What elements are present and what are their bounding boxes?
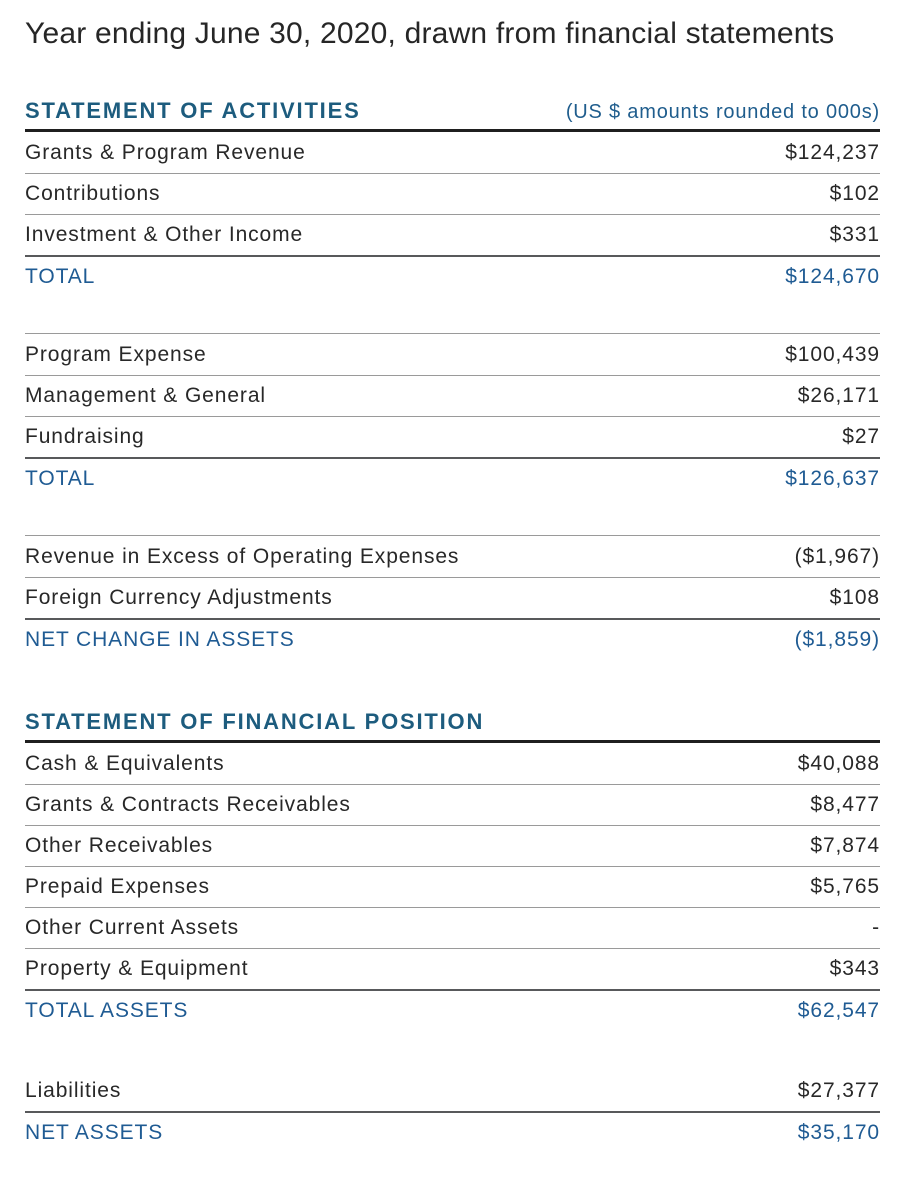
row-label: Cash & Equivalents <box>25 751 225 775</box>
row-value: $108 <box>829 586 880 609</box>
assets-block <box>25 743 880 1030</box>
row-value: $331 <box>829 223 880 246</box>
row-value: $7,874 <box>810 834 880 857</box>
row-value: $27,377 <box>797 1078 880 1102</box>
table-row <box>25 132 880 173</box>
page-title: Year ending June 30, 2020, drawn from financial statements <box>25 17 835 50</box>
section-header <box>25 709 880 743</box>
row-value: $100,439 <box>785 342 880 366</box>
row-value: $5,765 <box>810 875 880 898</box>
row-label: Contributions <box>25 182 161 205</box>
section-header <box>25 98 880 132</box>
revenue-block <box>25 132 880 296</box>
section-statement-of-activities <box>25 98 880 659</box>
net-change-block <box>25 535 880 659</box>
table-row <box>25 536 880 577</box>
table-row <box>25 825 880 866</box>
table-row <box>25 743 880 784</box>
expense-block <box>25 333 880 498</box>
table-row <box>25 907 880 948</box>
section-title: STATEMENT OF FINANCIAL POSITION <box>25 709 485 734</box>
row-label: Revenue in Excess of Operating Expenses <box>25 544 460 568</box>
section-statement-of-financial-position <box>25 709 880 1152</box>
row-value: $27 <box>842 425 880 448</box>
table-row <box>25 375 880 416</box>
total-label: TOTAL ASSETS <box>25 998 189 1022</box>
section-title: STATEMENT OF ACTIVITIES <box>25 98 361 123</box>
row-value: $8,477 <box>810 793 880 816</box>
total-value: ($1,859) <box>794 627 880 651</box>
table-row <box>25 1070 880 1111</box>
table-row <box>25 577 880 618</box>
row-label: Investment & Other Income <box>25 223 304 246</box>
section-subtitle: (US $ amounts rounded to 000s) <box>565 101 880 123</box>
liabilities-block <box>25 1070 880 1152</box>
row-label: Other Receivables <box>25 834 214 857</box>
total-label: TOTAL <box>25 264 96 288</box>
total-row <box>25 618 880 659</box>
row-label: Grants & Program Revenue <box>25 140 306 164</box>
table-row <box>25 416 880 457</box>
row-value: $40,088 <box>797 751 880 775</box>
row-label: Foreign Currency Adjustments <box>25 586 333 609</box>
row-label: Fundraising <box>25 425 145 448</box>
total-value: $124,670 <box>785 264 880 288</box>
table-row <box>25 948 880 989</box>
total-value: $126,637 <box>785 466 880 490</box>
row-value: ($1,967) <box>794 544 880 568</box>
row-label: Management & General <box>25 384 266 407</box>
row-value: $26,171 <box>797 384 880 407</box>
row-label: Prepaid Expenses <box>25 875 210 898</box>
total-label: NET CHANGE IN ASSETS <box>25 627 295 651</box>
total-row <box>25 989 880 1030</box>
total-label: NET ASSETS <box>25 1120 164 1144</box>
row-value: $124,237 <box>785 140 880 164</box>
row-label: Liabilities <box>25 1078 122 1102</box>
row-label: Other Current Assets <box>25 916 240 939</box>
total-row <box>25 255 880 296</box>
row-label: Program Expense <box>25 342 207 366</box>
row-value: $343 <box>829 957 880 980</box>
row-label: Grants & Contracts Receivables <box>25 793 351 816</box>
total-row <box>25 1111 880 1152</box>
total-label: TOTAL <box>25 466 96 490</box>
table-row <box>25 334 880 375</box>
row-value: $102 <box>829 182 880 205</box>
table-row <box>25 784 880 825</box>
table-row <box>25 214 880 255</box>
table-row <box>25 173 880 214</box>
table-row <box>25 866 880 907</box>
total-row <box>25 457 880 498</box>
total-value: $62,547 <box>797 998 880 1022</box>
total-value: $35,170 <box>797 1120 880 1144</box>
row-value: - <box>872 916 880 939</box>
row-label: Property & Equipment <box>25 957 249 980</box>
